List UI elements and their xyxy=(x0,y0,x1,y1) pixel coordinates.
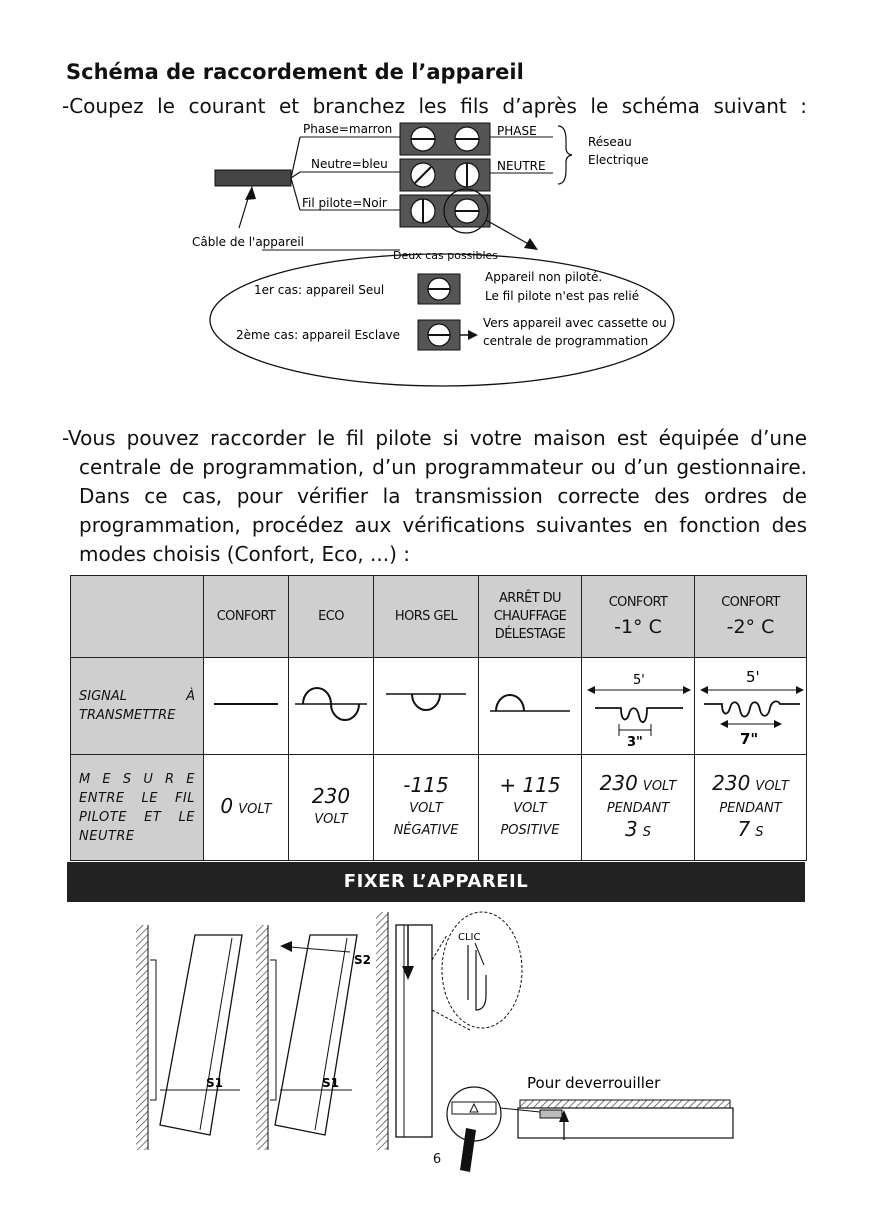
measure-confort-1-time-unit: S xyxy=(642,824,652,840)
measure-hors-gel-value: -115 xyxy=(403,772,449,797)
col-eco: ECO xyxy=(289,576,374,658)
pilot-paragraph xyxy=(62,424,807,569)
col-hors-gel: HORS GEL xyxy=(374,576,479,658)
s2-label: S2 xyxy=(354,953,371,967)
measure-confort-2-time-unit: S xyxy=(755,824,764,840)
signal-negative-half xyxy=(376,679,476,729)
col-arret-line3: DÉLESTAGE xyxy=(494,626,566,642)
heater-tilted-1 xyxy=(160,935,242,1135)
col-arret-line2: CHAUFFAGE xyxy=(493,608,567,624)
two-cases-label: Deux cas possibles xyxy=(393,249,498,262)
fixing-diagram xyxy=(130,905,740,1175)
table-corner xyxy=(71,576,204,658)
page-number: 6 xyxy=(432,1152,442,1167)
network-label-line2: Electrique xyxy=(588,153,649,167)
col-confort-2-sub: -2° C xyxy=(726,616,775,638)
pilot-line-4: programmation, procédez aux vérifications suivantes en fonction des xyxy=(79,513,807,537)
measure-arret-extra: POSITIVE xyxy=(500,822,560,838)
section-title: Schéma de raccordement de l’appareil xyxy=(66,60,524,84)
heater-fixed xyxy=(396,925,432,1137)
case1-desc-line2: Le fil pilote n'est pas relié xyxy=(485,289,640,303)
network-label-line1: Réseau xyxy=(588,135,632,149)
signal-row-label-line1: SIGNAL À xyxy=(79,689,195,704)
wall-2 xyxy=(256,925,268,1150)
signal-positive-half xyxy=(480,679,580,729)
case2-desc-line2: centrale de programmation xyxy=(483,334,649,348)
pilot-line-3: Dans ce cas, pour vérifier la transmission correcte des ordres de xyxy=(79,484,807,508)
signal-arret xyxy=(479,658,582,755)
brace xyxy=(558,126,572,184)
signal-confort xyxy=(204,658,289,755)
measure-eco xyxy=(289,755,374,861)
col-confort-2-label: CONFORT xyxy=(721,595,780,610)
signal-confort-1 xyxy=(582,658,695,755)
measure-hors-gel-unit: VOLT xyxy=(409,800,443,816)
measure-hors-gel-extra: NÉGATIVE xyxy=(393,822,459,838)
measure-confort-1-time: 3 xyxy=(624,816,638,841)
pulse-7s-total: 5' xyxy=(745,668,760,686)
measure-confort-2-value: 230 xyxy=(712,770,751,795)
device-cable xyxy=(215,170,291,186)
measure-row-label-line2: ENTRE LE FIL xyxy=(79,790,195,806)
measure-confort-2-extra: PENDANT xyxy=(719,800,782,816)
measure-row-label-line4: NEUTRE xyxy=(79,828,135,844)
wiring-diagram xyxy=(185,118,685,393)
pilot-line-5: modes choisis (Confort, Eco, ...) : xyxy=(79,542,411,566)
pulse-3s-label: 3" xyxy=(627,735,643,750)
signal-pulse-3s xyxy=(583,658,693,750)
measure-confort-1-extra: PENDANT xyxy=(606,800,670,816)
measure-eco-value: 230 xyxy=(311,783,351,808)
signal-constant-line xyxy=(206,684,286,724)
phase-terminal-label: PHASE xyxy=(497,124,537,138)
measure-row-label-line3: PILOTE ET LE xyxy=(79,809,195,825)
measure-confort-1 xyxy=(582,755,695,861)
measure-confort-unit: VOLT xyxy=(238,801,272,817)
measure-confort-2 xyxy=(695,755,807,861)
clic-label: CLIC xyxy=(458,932,481,943)
case1-desc-line1: Appareil non piloté. xyxy=(485,270,603,284)
measure-arret xyxy=(479,755,582,861)
pulse-7s-label: 7" xyxy=(739,730,758,748)
col-confort-1-label: CONFORT xyxy=(608,595,668,610)
col-arret xyxy=(479,576,582,658)
phase-label: Phase=marron xyxy=(303,122,393,136)
fix-banner: FIXER L’APPAREIL xyxy=(67,862,805,902)
measure-confort-1-unit: VOLT xyxy=(642,778,677,794)
measure-hors-gel xyxy=(374,755,479,861)
measure-confort-1-value: 230 xyxy=(599,770,638,795)
signal-row-label xyxy=(71,658,204,755)
signal-confort-2 xyxy=(695,658,807,755)
pilot-label: Fil pilote=Noir xyxy=(302,196,387,210)
cable-label: Câble de l'appareil xyxy=(192,235,304,249)
wall-3 xyxy=(376,912,388,1150)
case2-label: 2ème cas: appareil Esclave xyxy=(236,328,401,342)
pilot-line-1: -Vous pouvez raccorder le fil pilote si votre maison est équipée d’une xyxy=(62,426,807,450)
signal-full-sine xyxy=(291,679,371,729)
s1-label-b: S1 xyxy=(322,1076,339,1090)
measure-arret-unit: VOLT xyxy=(513,800,547,816)
measure-row-label xyxy=(71,755,204,861)
signal-eco xyxy=(289,658,374,755)
measure-eco-unit: VOLT xyxy=(314,811,348,827)
case1-label: 1er cas: appareil Seul xyxy=(254,283,385,297)
col-confort-1-sub: -1° C xyxy=(614,616,662,638)
col-confort: CONFORT xyxy=(204,576,289,658)
signal-hors-gel xyxy=(374,658,479,755)
wall-1 xyxy=(136,925,148,1150)
clic-detail xyxy=(442,912,522,1028)
signal-row-label-line2: TRANSMETTRE xyxy=(79,708,176,723)
signal-pulse-7s xyxy=(696,658,806,750)
measure-arret-value: + 115 xyxy=(499,772,561,797)
neutral-label: Neutre=bleu xyxy=(311,157,388,171)
s1-label-a: S1 xyxy=(206,1076,223,1090)
measure-confort xyxy=(204,755,289,861)
measure-confort-2-unit: VOLT xyxy=(755,778,789,794)
neutral-terminal-label: NEUTRE xyxy=(497,159,546,173)
unlock-label: Pour deverrouiller xyxy=(527,1074,661,1092)
col-confort-2 xyxy=(695,576,807,658)
modes-table xyxy=(70,575,807,861)
pilot-line-2: centrale de programmation, d’un programmateur ou d’un gestionnaire. xyxy=(79,455,807,479)
col-arret-line1: ARRÊT DU xyxy=(499,590,561,606)
col-confort-1 xyxy=(582,576,695,658)
intro-text: -Coupez le courant et branchez les fils d’après le schéma suivant : xyxy=(62,94,807,118)
measure-confort-2-time: 7 xyxy=(737,816,751,841)
case2-desc-line1: Vers appareil avec cassette ou xyxy=(483,316,667,330)
pulse-3s-total: 5' xyxy=(633,673,645,688)
measure-confort-value: 0 xyxy=(220,793,234,818)
measure-row-label-line1: M E S U R E xyxy=(79,771,195,787)
heater-tilted-2 xyxy=(275,935,357,1135)
